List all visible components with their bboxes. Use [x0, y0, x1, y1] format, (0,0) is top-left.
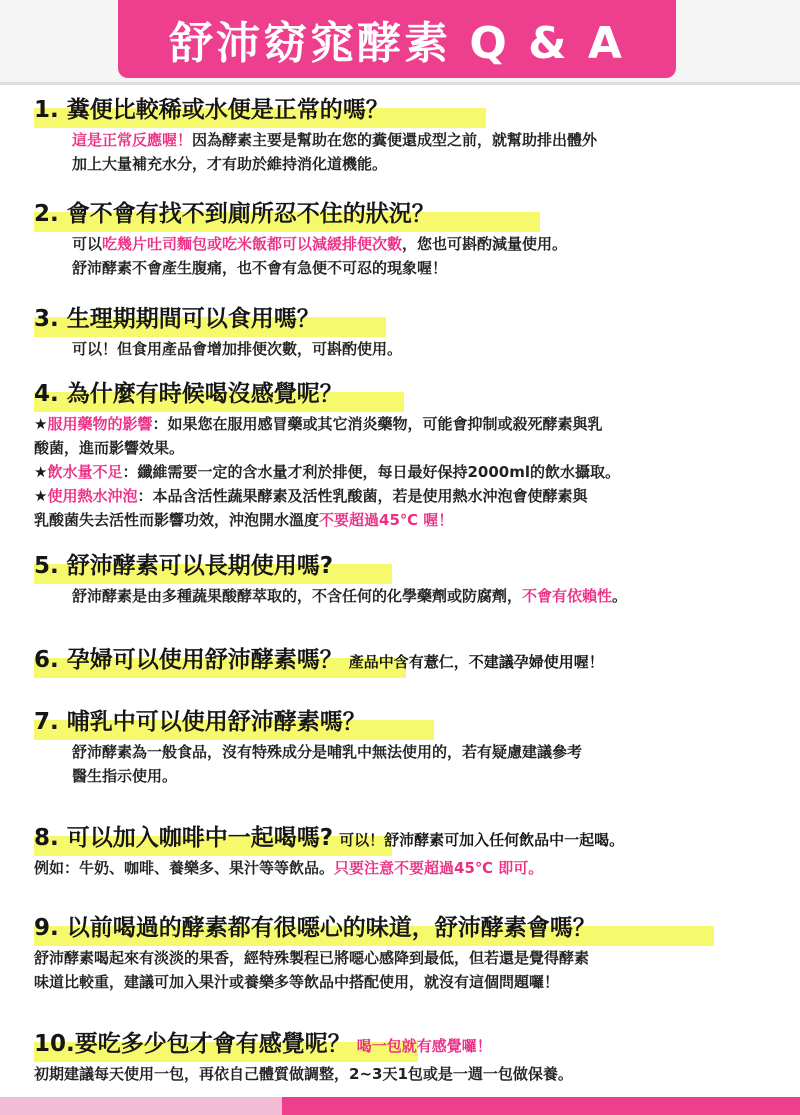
footer-bar: [282, 1097, 800, 1115]
answer-text: ：如果您在服用感冒藥或其它消炎藥物，可能會抑制或殺死酵素與乳: [152, 415, 603, 433]
answer-text: 因為酵素主要是幫助在您的糞便還成型之前，就幫助排出體外: [192, 131, 598, 149]
answer-emphasis: 不會有依賴性: [522, 587, 613, 605]
answer-emphasis: 吃幾片吐司麵包或吃米飯都可以減緩排便次數: [102, 235, 403, 253]
star-icon: ★: [34, 415, 48, 433]
answer-9-line-2: 味道比較重，建議可加入果汁或養樂多等飲品中搭配使用，就沒有這個問題囉！: [34, 973, 560, 991]
answer-text: 可以: [72, 235, 103, 253]
answer-text: 乳酸菌失去活性而影響功效，沖泡開水溫度: [34, 511, 320, 529]
answer-10-line-1: 初期建議每天使用一包，再依自己體質做調整，2~3天1包或是一週一包做保養。: [34, 1065, 573, 1083]
answer-7-line-1: 舒沛酵素為一般食品，沒有特殊成分是哺乳中無法使用的，若有疑慮建議參考: [72, 743, 583, 761]
footer-stripe: [0, 1097, 800, 1115]
answer-1-line-1: [34, 128, 794, 152]
star-icon: ★: [34, 487, 48, 505]
answer-emphasis: 只要注意不要超過45℃ 即可。: [334, 859, 544, 877]
question-1: 1. 糞便比較稀或水便是正常的嗎？: [34, 97, 389, 123]
title-banner: [118, 0, 676, 78]
qa-item-1: [34, 92, 794, 176]
answer-2-line-2: 舒沛酵素不會產生腹痛，也不會有急便不可忍的現象喔！: [72, 259, 448, 277]
answer-text: ：纖維需要一定的含水量才利於排便，每日最好保持2000ml的飲水攝取。: [122, 463, 620, 481]
question-text: 8. 可以加入咖啡中一起喝嗎?: [34, 825, 334, 851]
question-6: [34, 642, 794, 680]
answer-text: 舒沛酵素是由多種蔬果酸酵萃取的，不含任何的化學藥劑或防腐劑，: [72, 587, 523, 605]
answer-text: ，您也可斟酌減量使用。: [402, 235, 568, 253]
answer-emphasis: 不要超過45℃ 喔！: [319, 511, 454, 529]
qa-item-3: [34, 301, 794, 361]
qa-item-4: [34, 376, 794, 532]
question-7: 7. 哺乳中可以使用舒沛酵素嗎？: [34, 709, 366, 735]
answer-emphasis: 這是正常反應喔！: [72, 131, 193, 149]
answer-9-line-1: 舒沛酵素喝起來有淡淡的果香，經特殊製程已將噁心感降到最低，但若還是覺得酵素: [34, 949, 590, 967]
qa-item-9: [34, 910, 794, 994]
qa-item-6: [34, 642, 794, 678]
answer-4-bullet-3: [34, 484, 794, 508]
answer-emphasis: 使用熱水沖泡: [47, 487, 138, 505]
inline-answer: 產品中含有薏仁，不建議孕婦使用喔！: [348, 653, 604, 671]
question-10: [34, 1026, 794, 1064]
question-5: 5. 舒沛酵素可以長期使用嗎?: [34, 553, 334, 579]
answer-2-line-1: [34, 232, 794, 256]
answer-8-line-1: [34, 856, 794, 880]
answer-4-bullet-1-cont: 酸菌，進而影響效果。: [34, 439, 185, 457]
answer-text: ：本品含活性蔬果酵素及活性乳酸菌，若是使用熱水沖泡會使酵素與: [137, 487, 588, 505]
answer-3-line-1: 可以！但食用產品會增加排便次數，可斟酌使用。: [72, 340, 403, 358]
question-9: 9. 以前喝過的酵素都有很噁心的味道，舒沛酵素會嗎？: [34, 915, 596, 941]
answer-5-line-1: [34, 584, 794, 608]
question-text: 10.要吃多少包才會有感覺呢？: [34, 1031, 351, 1057]
answer-emphasis: 服用藥物的影響: [47, 415, 153, 433]
qa-item-5: [34, 548, 794, 608]
answer-4-bullet-1: [34, 412, 794, 436]
question-2: 2. 會不會有找不到廁所忍不住的狀況？: [34, 201, 435, 227]
answer-text: 例如：牛奶、咖啡、養樂多、果汁等等飲品。: [34, 859, 335, 877]
answer-1-line-2: 加上大量補充水分，才有助於維持消化道機能。: [72, 155, 388, 173]
qa-item-8: [34, 820, 794, 880]
qa-item-7: [34, 704, 794, 788]
answer-text: 。: [612, 587, 628, 605]
answer-emphasis: 飲水量不足: [47, 463, 123, 481]
header: [0, 0, 800, 85]
question-4: 4. 為什麼有時候喝沒感覺呢？: [34, 381, 343, 407]
inline-answer: 可以！舒沛酵素可加入任何飲品中一起喝。: [339, 831, 625, 849]
question-3: 3. 生理期期間可以食用嗎？: [34, 306, 320, 332]
page-title: 舒沛窈窕酵素 Q & A: [169, 18, 625, 69]
answer-7-line-2: 醫生指示使用。: [72, 767, 178, 785]
star-icon: ★: [34, 463, 48, 481]
answer-4-bullet-3-cont: [34, 508, 794, 532]
inline-answer: 喝一包就有感覺囉！: [356, 1037, 492, 1055]
question-8: [34, 820, 794, 858]
qa-item-10: [34, 1026, 794, 1086]
question-text: 6. 孕婦可以使用舒沛酵素嗎？: [34, 647, 343, 673]
answer-4-bullet-2: [34, 460, 794, 484]
qa-item-2: [34, 196, 794, 280]
